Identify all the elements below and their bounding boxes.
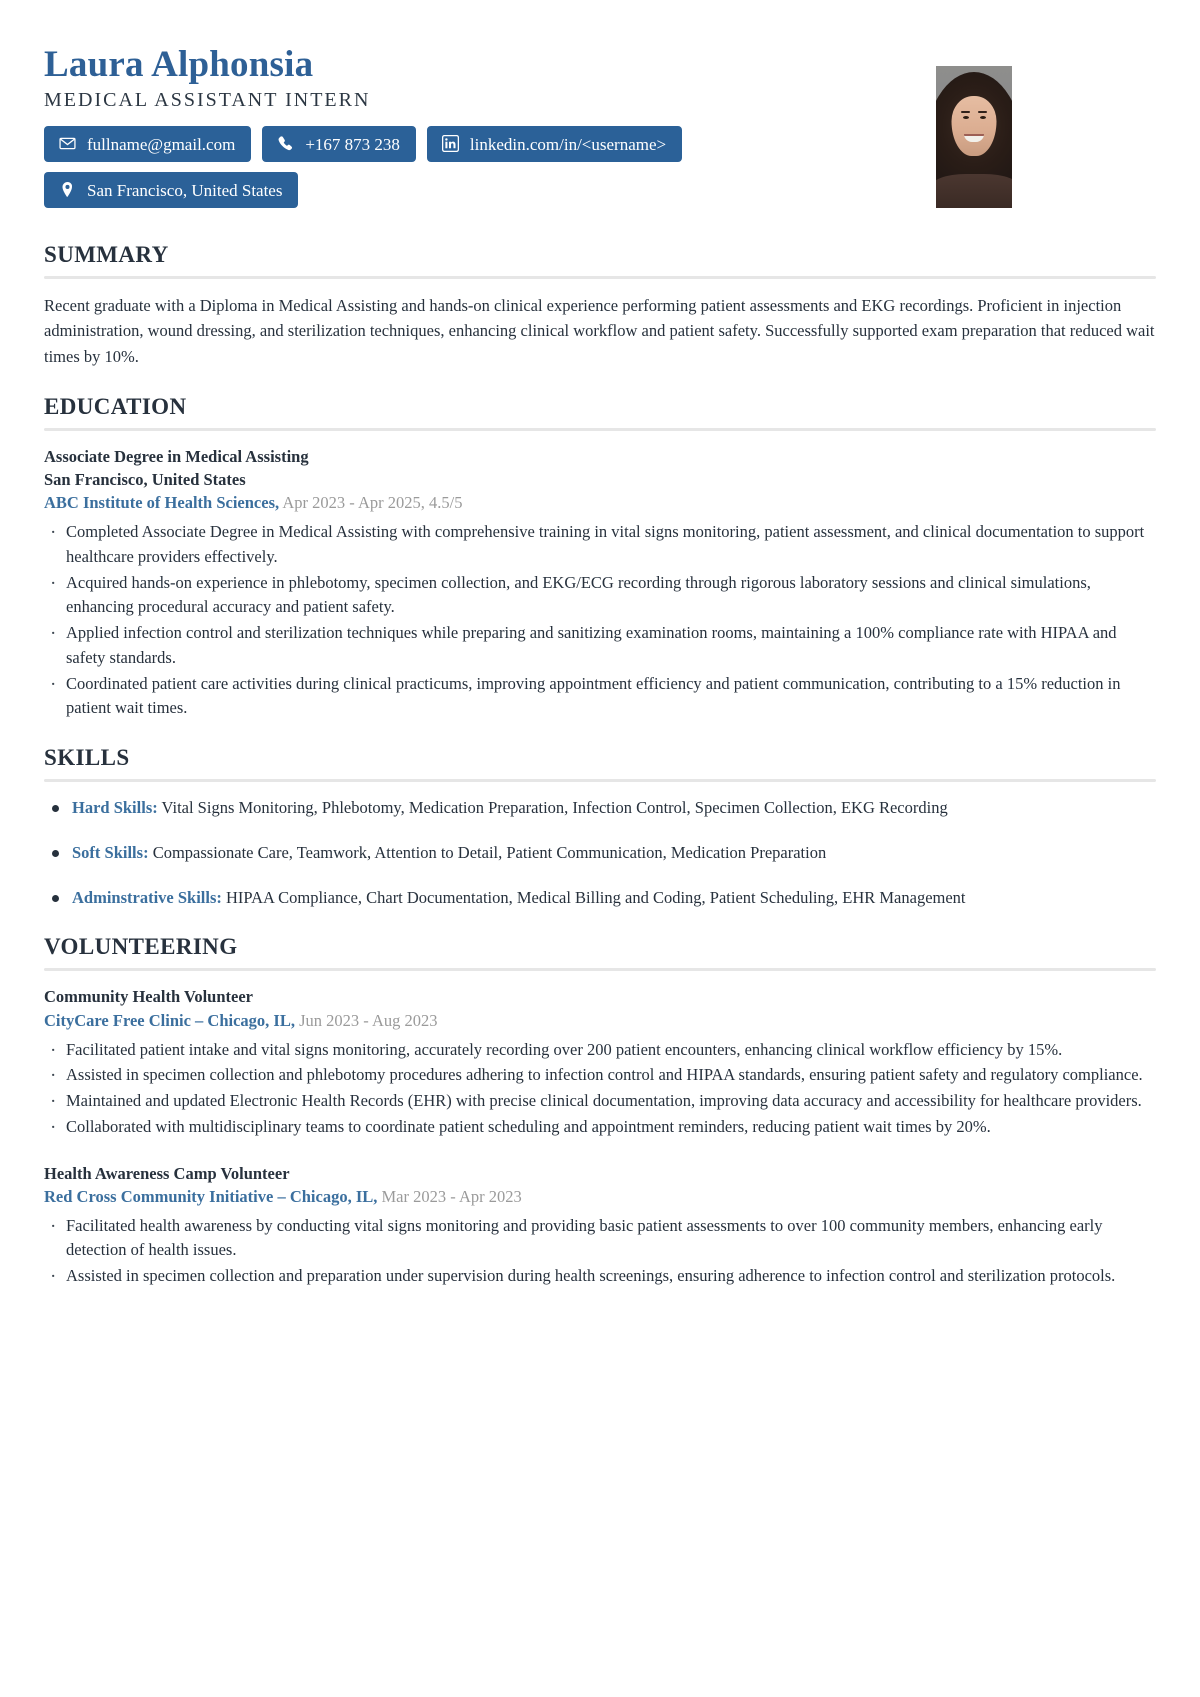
linkedin-icon: [442, 135, 459, 152]
education-institution: ABC Institute of Health Sciences,: [44, 493, 280, 513]
skill-category-value: Vital Signs Monitoring, Phlebotomy, Medication Preparation, Infection Control, Specimen Collection, EKG Recording: [157, 798, 948, 818]
list-item: · Applied infection control and sterilization techniques while preparing and sanitizing examination rooms, maintaining a 100% compliance rate with HIPAA and safety standards.: [44, 621, 1156, 671]
resume-header: [44, 42, 1156, 218]
location-pin-icon: [59, 181, 76, 198]
skill-category-value: Compassionate Care, Teamwork, Attention to Detail, Patient Communication, Medication Preparation: [148, 842, 827, 862]
education-degree: Associate Degree in Medical Assisting: [44, 446, 309, 466]
list-item: · Assisted in specimen collection and preparation under supervision during health screenings, ensuring adherence to infection control and sterilization protocols.: [44, 1264, 1156, 1289]
list-item: [44, 886, 1156, 911]
photo-eye-left: [963, 116, 969, 119]
contact-linkedin[interactable]: [427, 126, 682, 162]
volunteering-dates: Mar 2023 - Apr 2023: [377, 1186, 522, 1206]
volunteering-organization: CityCare Free Clinic – Chicago, IL,: [44, 1010, 295, 1030]
summary-text: Recent graduate with a Diploma in Medical Assisting and hands-on clinical experience performing patient assessments and EKG recordings. Proficient in injection administration, wound dressing, and sterilization techniques, enhancing clinical workflow and patient safety. Successfully supported exam preparation that reduced wait times by 10%.: [44, 295, 1155, 366]
contact-location[interactable]: [44, 172, 298, 208]
section-divider: [44, 276, 1156, 279]
candidate-photo: [936, 66, 1012, 208]
contact-location-text: San Francisco, United States: [87, 180, 283, 200]
skill-category-label: Hard Skills:: [72, 798, 158, 818]
section-title-summary: SUMMARY: [44, 241, 169, 267]
volunteering-meta: [44, 1009, 1156, 1034]
contact-phone-text: +167 873 238: [305, 134, 400, 154]
list-item: · Collaborated with multidisciplinary teams to coordinate patient scheduling and appointment reminders, reducing patient wait times by 20%.: [44, 1115, 1156, 1140]
envelope-icon: [59, 135, 76, 152]
volunteering-entry: [44, 985, 1156, 1139]
phone-icon: [277, 135, 294, 152]
volunteering-role: Community Health Volunteer: [44, 987, 254, 1007]
photo-brow-left: [961, 111, 970, 113]
volunteering-bullets: [44, 1038, 1156, 1140]
volunteering-meta: [44, 1185, 1156, 1210]
education-meta: [44, 491, 1156, 516]
contact-email-text: fullname@gmail.com: [87, 134, 236, 154]
section-title-skills: SKILLS: [44, 745, 130, 771]
list-item: · Maintained and updated Electronic Health Records (EHR) with precise clinical documentation, improving data accuracy and accessibility for healthcare providers.: [44, 1089, 1156, 1114]
photo-eye-right: [980, 116, 986, 119]
contact-row-2: [44, 172, 936, 208]
contact-email[interactable]: [44, 126, 251, 162]
list-item: · Facilitated health awareness by conducting vital signs monitoring and providing basic patient assessments to over 100 community members, enhancing early detection of health issues.: [44, 1214, 1156, 1264]
volunteering-bullets: [44, 1214, 1156, 1289]
contact-row-1: [44, 126, 936, 162]
section-summary: [44, 242, 1156, 370]
skill-category-label: Soft Skills:: [72, 842, 149, 862]
candidate-job-title: MEDICAL ASSISTANT INTERN: [44, 88, 371, 111]
list-item: · Assisted in specimen collection and phlebotomy procedures adhering to infection control and HIPAA standards, ensuring patient safety and regulatory compliance.: [44, 1063, 1156, 1088]
list-item: · Completed Associate Degree in Medical Assisting with comprehensive training in vital signs monitoring, patient assessment, and clinical documentation to support healthcare providers effectively.: [44, 520, 1156, 570]
volunteering-role: Health Awareness Camp Volunteer: [44, 1163, 290, 1183]
skill-category-label: Adminstrative Skills:: [72, 887, 222, 907]
volunteering-dates: Jun 2023 - Aug 2023: [294, 1010, 438, 1030]
photo-face: [952, 96, 997, 156]
section-title-volunteering: VOLUNTEERING: [44, 934, 238, 960]
section-title-education: EDUCATION: [44, 393, 187, 419]
list-item: [44, 841, 1156, 866]
contact-linkedin-text: linkedin.com/in/<username>: [469, 134, 667, 154]
section-volunteering: [44, 934, 1156, 1289]
list-item: · Coordinated patient care activities during clinical practicums, improving appointment efficiency and patient communication, contributing to a 15% reduction in patient wait times.: [44, 672, 1156, 722]
list-item: · Facilitated patient intake and vital signs monitoring, accurately recording over 200 patient encounters, enhancing clinical workflow efficiency by 15%.: [44, 1038, 1156, 1063]
section-divider: [44, 779, 1156, 782]
volunteering-organization: Red Cross Community Initiative – Chicago, IL,: [44, 1186, 378, 1206]
section-education: [44, 394, 1156, 722]
contact-badges: [44, 126, 936, 208]
header-left: [44, 42, 936, 218]
list-item: · Acquired hands-on experience in phlebotomy, specimen collection, and EKG/ECG recording through rigorous laboratory sessions and clinical simulations, enhancing procedural accuracy and patient safety.: [44, 571, 1156, 621]
photo-brow-right: [978, 111, 987, 113]
contact-phone[interactable]: [262, 126, 416, 162]
education-bullets: [44, 520, 1156, 721]
section-skills: [44, 745, 1156, 910]
education-dates: Apr 2023 - Apr 2025, 4.5/5: [279, 493, 463, 513]
list-item: [44, 796, 1156, 821]
skills-list: [44, 796, 1156, 910]
volunteering-entry: [44, 1162, 1156, 1289]
candidate-name: Laura Alphonsia: [44, 44, 314, 85]
education-entry: [44, 445, 1156, 722]
section-divider: [44, 428, 1156, 431]
education-location: San Francisco, United States: [44, 469, 246, 489]
photo-shoulders: [936, 174, 1012, 208]
skill-category-value: HIPAA Compliance, Chart Documentation, Medical Billing and Coding, Patient Scheduling, EHR Management: [221, 887, 966, 907]
section-divider: [44, 968, 1156, 971]
